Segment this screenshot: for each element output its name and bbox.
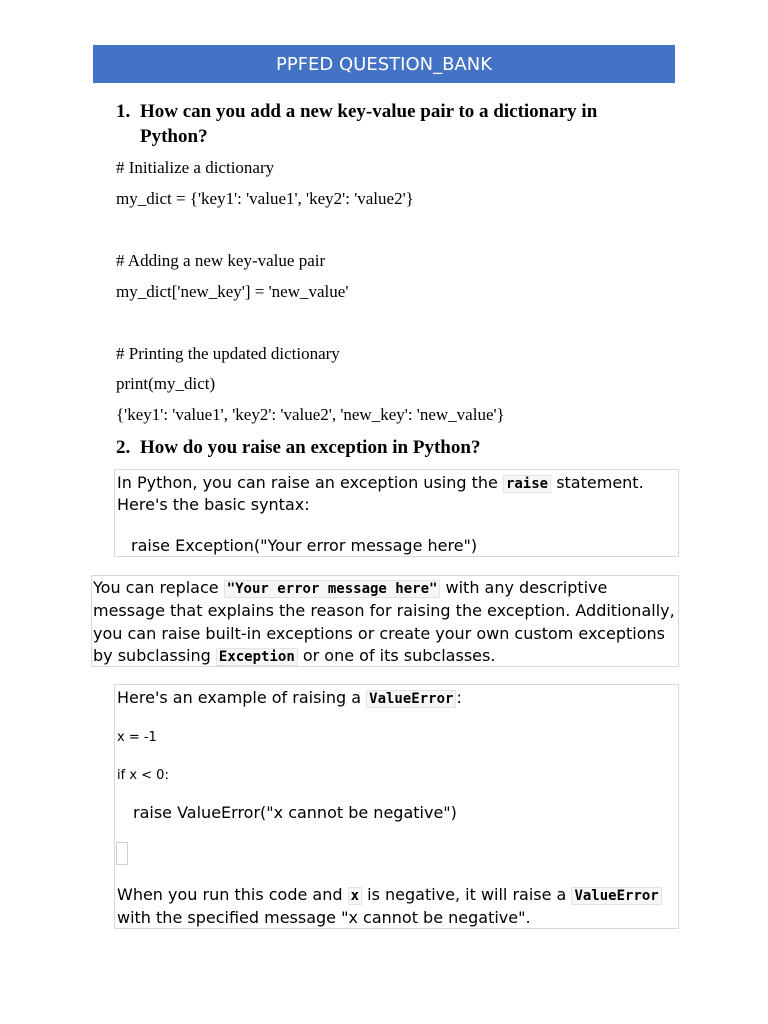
text: or one of its subclasses. (297, 646, 496, 665)
text: In Python, you can raise an exception using the (117, 473, 503, 492)
example-code-line: raise ValueError("x cannot be negative") (133, 803, 457, 822)
page-title: PPFED QUESTION_BANK (275, 53, 493, 75)
code-comment: # Printing the updated dictionary (116, 344, 340, 363)
page-title-banner (93, 45, 675, 83)
text: statement. (551, 473, 644, 492)
question-text: How do you raise an exception in Python? (140, 437, 481, 458)
explanation-line (93, 576, 607, 601)
intro-line-2: Here's the basic syntax: (117, 495, 310, 514)
text: by subclassing (93, 646, 216, 665)
inline-code: Exception (216, 648, 298, 666)
answer-box-explanation (91, 575, 679, 667)
question-1 (116, 99, 656, 149)
text: When you run this code and (117, 885, 348, 904)
example-intro (117, 686, 462, 711)
result-line-2: with the specified message "x cannot be negative". (117, 908, 531, 927)
syntax-line: raise Exception("Your error message here") (131, 536, 478, 555)
question-number: 2. (116, 437, 131, 458)
inline-code: x (348, 887, 362, 905)
explanation-line (93, 644, 495, 669)
result-line (117, 883, 662, 908)
inline-code: ValueError (366, 690, 456, 708)
question-2 (116, 435, 656, 460)
text: : (456, 688, 462, 707)
text: You can replace (93, 578, 224, 597)
output-line: {'key1': 'value1', 'key2': 'value2', 'new_key': 'new_value'} (116, 405, 505, 424)
text: Here's an example of raising a (117, 688, 367, 707)
code-comment: # Adding a new key-value pair (116, 251, 326, 270)
question-text: How can you add a new key-value pair to a dictionary in Python? (140, 101, 598, 147)
answer-box-syntax (114, 469, 679, 557)
answer-box-example (114, 684, 679, 929)
explanation-line: message that explains the reason for raising the exception. Additionally, (93, 601, 675, 620)
question-number: 1. (116, 101, 131, 122)
example-code-line: if x < 0: (117, 768, 169, 783)
inline-code: ValueError (571, 887, 661, 905)
example-code-line: x = -1 (117, 730, 157, 745)
text: is negative, it will raise a (362, 885, 572, 904)
explanation-line: you can raise built-in exceptions or create your own custom exceptions (93, 624, 665, 643)
code-line: my_dict = {'key1': 'value1', 'key2': 'value2'} (116, 189, 414, 208)
inline-code: "Your error message here" (224, 580, 441, 598)
code-comment: # Initialize a dictionary (116, 158, 275, 177)
empty-placeholder-box (116, 842, 128, 865)
inline-code: raise (503, 475, 551, 493)
text: with any descriptive (440, 578, 608, 597)
code-line: my_dict['new_key'] = 'new_value' (116, 282, 349, 301)
code-line: print(my_dict) (116, 374, 216, 393)
